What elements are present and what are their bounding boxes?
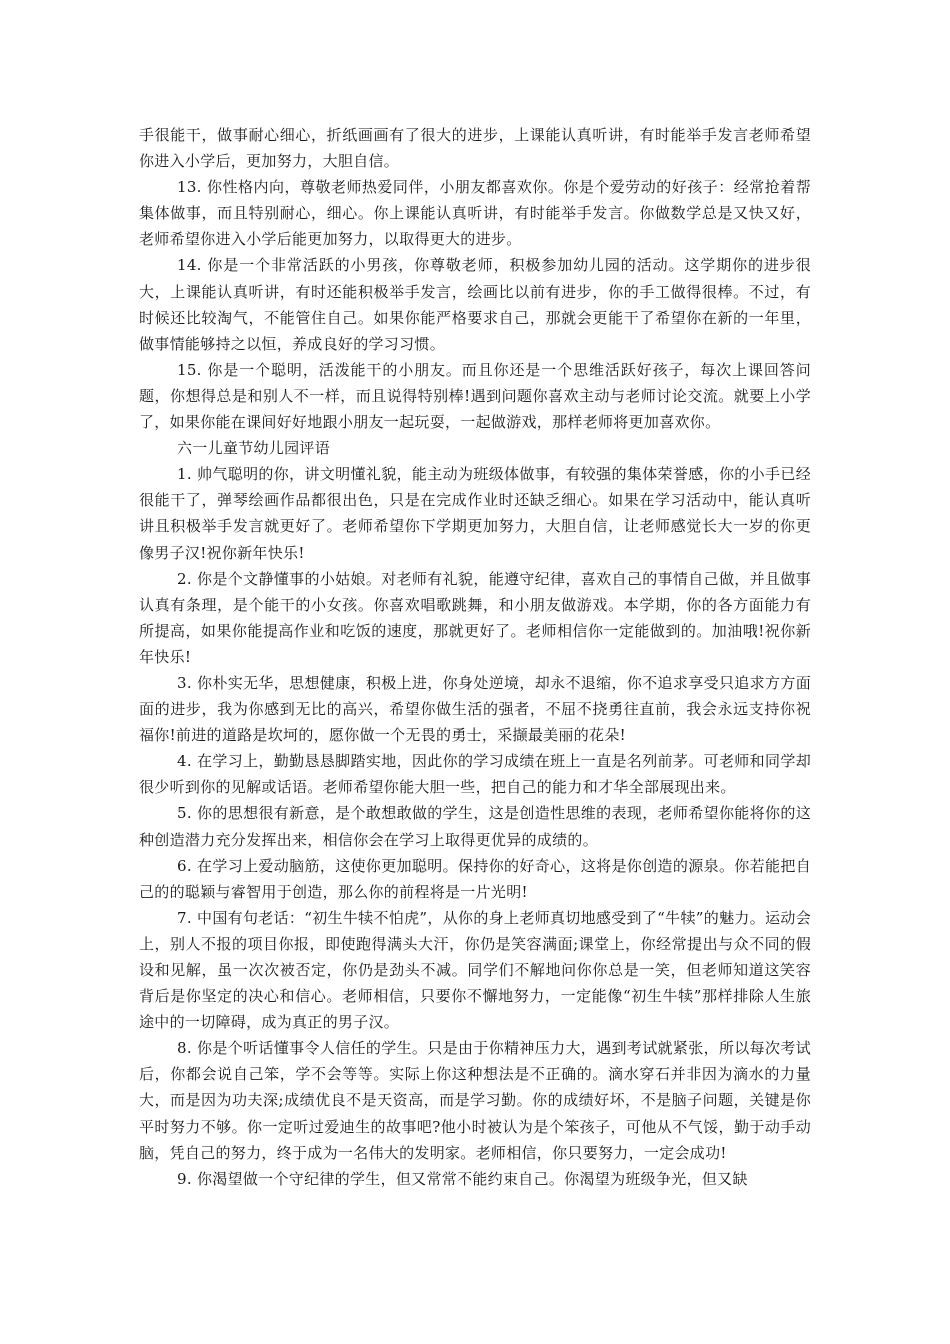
paragraph-comment-2: 2. 你是个文静懂事的小姑娘。对老师有礼貌，能遵守纪律，喜欢自己的事情自己做，并且做事认真有条理，是个能干的小女孩。你喜欢唱歌跳舞，和小朋友做游戏。本学期，你的各方面能力有所提高，如果你能提高作业和吃饭的速度，那就更好了。老师相信你一定能做到的。加油哦!祝你新年快乐! bbox=[139, 569, 811, 666]
paragraph-comment-8: 8. 你是个听话懂事令人信任的学生。只是由于你精神压力大，遇到考试就紧张，所以每次考试后，你都会说自己笨，学不会等等。实际上你这种想法是不正确的。滴水穿石并非因为滴水的力量大，而是因为功夫深;成绩优良不是天资高，而是学习勤。你的成绩好坏，不是脑子问题，关键是你平时努力不够。你一定听过爱迪生的故事吧?他小时被认为是个笨孩子，可他从不气馁，勤于动手动脑，凭自己的努力，终于成为一名伟大的发明家。老师相信，你只要努力，一定会成功! bbox=[139, 1039, 811, 1162]
paragraph-comment-9: 9. 你渴望做一个守纪律的学生，但又常常不能约束自己。你渴望为班级争光，但又缺 bbox=[177, 1169, 748, 1188]
paragraph-comment-5: 5. 你的思想很有新意，是个敢想敢做的学生，这是创造性思维的表现，老师希望你能将你的这种创造潜力充分发挥出来，相信你会在学习上取得更优异的成绩的。 bbox=[139, 804, 811, 849]
paragraph-comment-3: 3. 你朴实无华，思想健康，积极上进，你身处逆境，却永不退缩，你不追求享受只追求方方面面的进步，我为你感到无比的高兴，希望你做生活的强者，不屈不挠勇往直前，我会永远支持你祝福你!前进的道路是坎坷的，愿你做一个无畏的勇士，采撷最美丽的花朵! bbox=[139, 673, 811, 745]
document-body bbox=[139, 122, 811, 1192]
paragraph-comment-4: 4. 在学习上，勤勤恳恳脚踏实地，因此你的学习成绩在班上一直是名列前茅。可老师和同学却很少听到你的见解或话语。老师希望你能大胆一些，把自己的能力和才华全部展现出来。 bbox=[139, 752, 811, 797]
paragraph-comment-7: 7. 中国有句老话：“初生牛犊不怕虎”，从你的身上老师真切地感受到了“牛犊”的魅力。运动会上，别人不报的项目你报，即使跑得满头大汗，你仍是笑容满面;课堂上，你经常提出与众不同的假设和见解，虽一次次被否定，你仍是劲头不减。同学们不解地问你你总是一笑，但老师知道这笑容背后是你坚定的决心和信心。老师相信，只要你不懈地努力，一定能像“初生牛犊”那样排除人生旅途中的一切障碍，成为真正的男子汉。 bbox=[139, 908, 811, 1032]
paragraph-comment-6: 6. 在学习上爱动脑筋，这使你更加聪明。保持你的好奇心，这将是你创造的源泉。你若能把自己的的聪颖与睿智用于创造，那么你的前程将是一片光明! bbox=[139, 856, 811, 901]
paragraph-comment-13: 13. 你性格内向，尊敬老师热爱同伴，小朋友都喜欢你。你是个爱劳动的好孩子：经常抢着帮集体做事，而且特别耐心，细心。你上课能认真听讲，有时能举手发言。你做数学总是又快又好，老师希望你进入小学后能更加努力，以取得更大的进步。 bbox=[139, 178, 811, 249]
paragraph-comment-15: 15. 你是一个聪明，活泼能干的小朋友。而且你还是一个思维活跃好孩子，每次上课回答问题，你想得总是和别人不一样，而且说得特别棒!遇到问题你喜欢主动与老师讨论交流。就要上小学了，如果你能在课间好好地跟小朋友一起玩耍，一起做游戏，那样老师将更加喜欢你。 bbox=[139, 360, 811, 432]
paragraph-continuation: 手很能干，做事耐心细心，折纸画画有了很大的进步，上课能认真听讲，有时能举手发言老师希望你进入小学后，更加努力，大胆自信。 bbox=[139, 126, 811, 171]
paragraph-comment-14: 14. 你是一个非常活跃的小男孩，你尊敬老师，积极参加幼儿园的活动。这学期你的进步很大，上课能认真听讲，有时还能积极举手发言，绘画比以前有进步，你的手工做得很棒。不过，有时候还比较淘气，不能管住自己。如果你能严格要求自己，那就会更能干了希望你在新的一年里，做事情能够持之以恒，养成良好的学习习惯。 bbox=[139, 256, 811, 353]
section-heading: 六一儿童节幼儿园评语 bbox=[177, 439, 331, 458]
paragraph-comment-1: 1. 帅气聪明的你，讲文明懂礼貌，能主动为班级体做事，有较强的集体荣誉感，你的小手已经很能干了，弹琴绘画作品都很出色，只是在完成作业时还缺乏细心。如果在学习活动中，能认真听讲且积极举手发言就更好了。老师希望你下学期更加努力，大胆自信，让老师感觉长大一岁的你更像男子汉!祝你新年快乐! bbox=[139, 465, 811, 562]
